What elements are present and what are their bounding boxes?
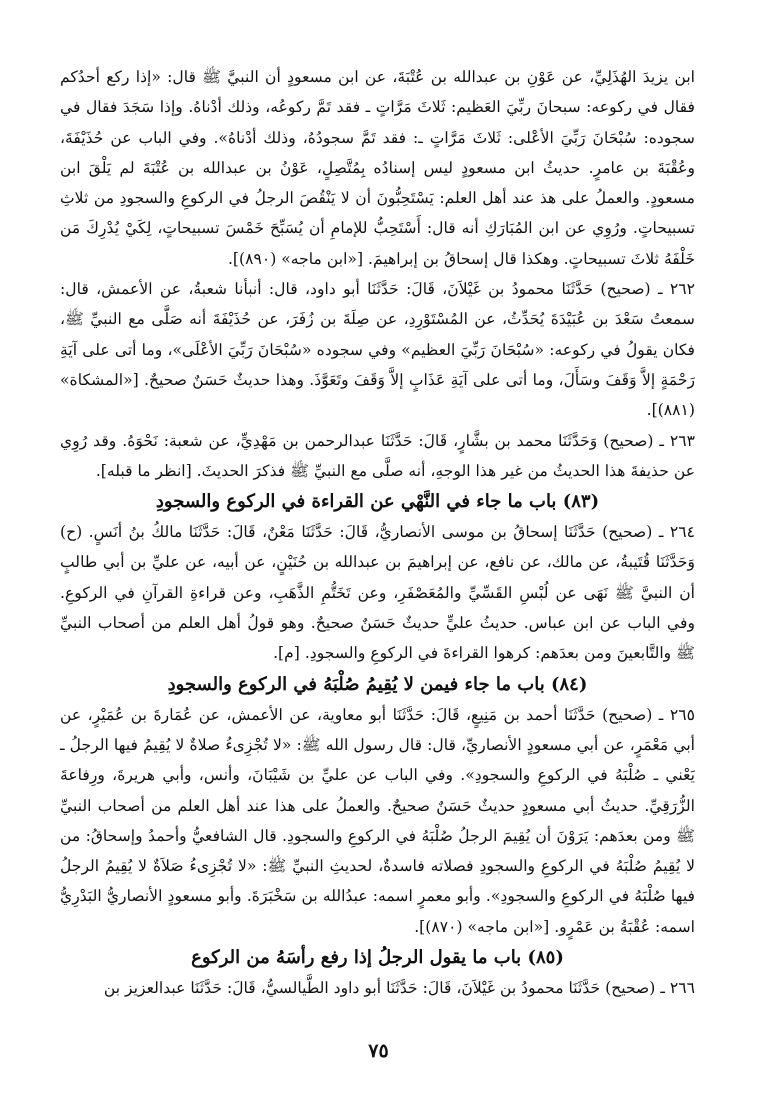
hadith-paragraph: ٢٦٦ ـ (صحيح) حَدَّثَنَا محمودُ بن غَيْلاَنَ، قَالَ: حَدَّثَنَا أبو داود الطَّيالسيُّ، قَالَ: حَدَّثَنَا عبدالعزيز بن (103, 979, 695, 998)
hadith-paragraph: ٢٦٢ ـ (صحيح) حَدَّثَنَا محمودُ بن غَيْلاَنَ، قَالَ: حَدَّثَنَا أبو داود، قال: أنبأنا شعبةُ، عن الأعمش، قال: سمعتُ سَعْدَ بن عُبَيْدَةَ يُحَدِّثُ، عن المُسْتَوْرِدِ، عن صِلَةَ بن زُفَرَ، عن حُذَيْفَةَ أنه صَلَّى مع النبيِّ ﷺ، فكان يقولُ في ركوعه: «سُبْحَانَ رَبِّيَ العظيم» وفي سجوده «سُبْحَانَ رَبِّيَ الأعْلَى»، وما أتى على آيَةِ رَحْمَةٍ إلاَّ وَقَفَ وسَأَلَ، وما أتى على آيَةِ عَذَابٍ إلاَّ وَقَفَ وتَعَوَّذَ. وهذا حديثٌ حَسَنٌ صحيحٌ. [«المشكاة» (٨٨١)]. (60, 280, 695, 420)
chapter-heading: (٨٥) باب ما يقول الرجلُ إذا رفع رأسَهُ من الركوع (191, 947, 564, 969)
chapter-heading: (٨٣) باب ما جاء في النَّهْي عن القراءة في الركوع والسجودِ (155, 491, 600, 513)
page-number: ٧٥ (368, 1040, 389, 1062)
hadith-paragraph: ٢٦٥ ـ (صحيح) حَدَّثَنَا أحمد بن مَنِيعٍ، قَالَ: حَدَّثَنَا أبو معاوية، عن الأعمش، عن عُمَارةَ بن عُمَيْرٍ، عن أبي مَعْمَرٍ، عن أبي مسعودٍ الأنصاريِّ، قال: قال رسول الله ﷺ: «لا تُجْزِىءُ صلاةٌ لا يُقِيمُ فيها الرجلُ ـ يَعْني ـ صُلْبَهُ في الركوعِ والسجودِ». وفي الباب عن عليِّ بن شَيْبَانَ، وأنس، وأبي هريرةَ، ورِفاعةَ الزُّرَقِيِّ. حديثُ أبي مسعودٍ حديثٌ حَسَنٌ صحيحٌ. والعملُ على هذا عند أهل العلم من أصحاب النبيِّ ﷺ ومن بعدَهم: يَرَوْنَ أن يُقِيمَ الرجلُ صُلْبَهُ في الركوعِ والسجودِ. قال الشافعيُّ وأحمدُ وإسحاقُ: من لا يُقِيمُ صُلْبَهُ في الركوعِ والسجودِ فصلاته فاسدةٌ، لحديثِ النبيِّ ﷺ: «لا تُجْزِىءُ صَلاَةٌ لا يُقِيمُ الرجلُ فيها صُلْبَهُ في الركوعِ والسجودِ». وأبو معمرٍ اسمه: عبدُالله بن سَخْبَرَةَ. وأبو مسعودٍ الأنصاريُّ البَدْرِيُّ اسمه: عُقْبَةُ بن عَمْرٍو. [«ابن ماجه» (٨٧٠)]. (60, 705, 696, 936)
chapter-heading: (٨٤) باب ما جاء فيمن لا يُقِيمُ صُلْبَهُ في الركوع والسجودِ (167, 673, 588, 695)
hadith-paragraph: ابن يزيدَ الهُذَلِيِّ، عن عَوْنِ بن عبدالله بن عُتْبَةَ، عن ابن مسعودٍ أن النبيَّ ﷺ قال: «إذا ركع أحدُكم فقال في ركوعه: سبحانَ ربِّيَ العَظيم: ثَلاثَ مَرَّاتٍ ـ فقد تَمَّ ركوعُه، وذلك أدْناهُ. وإذا سَجَدَ فقال في سجوده: سُبْحَانَ رَبِّيَ الأعْلى: ثَلاثَ مَرَّاتٍ ـ: فقد تَمَّ سجودُهُ، وذلك أدْناهُ». وفي الباب عن حُذَيْفَةَ، وعُقْبَةَ بن عامرٍ. حديثُ ابن مسعودٍ ليس إسنادُه بِمُتَّصِلٍ، عَوْنُ بن عبدالله بن عُتْبَةَ لم يَلْقَ ابن مسعودٍ. والعملُ على هذ عند أهل العلم: يَسْتَحِبُّونَ أن لا يَنْقُصَ الرجلُ في الركوعِ والسجودِ من ثلاثِ تسبيحاتٍ. ورُوِي عن ابن المُبَارَكِ أنه قال: أَسْتَحِبُّ للإمامِ أن يُسَبِّحَ خَمْسَ تسبيحاتٍ، لِكَيْ يُدْرِكَ مَن خَلْفَهُ ثلاثَ تسبيحاتٍ. وهكذا قال إسحاقُ بن إبراهيمَ. [«ابن ماجه» (٨٩٠)]. (60, 68, 695, 268)
hadith-paragraph: ٢٦٤ ـ (صحيح) حَدَّثَنَا إسحاقُ بن موسى الأنصاريُّ، قَالَ: حَدَّثَنَا مَعْنٌ، قَالَ: حَدَّثَنَا مالكُ بنُ أنَسٍ. (ح) وَحَدَّثَنَا قُتَيبةُ، عن مالك، عن نافع، عن إبراهيمَ بن عبدالله بن حُنَيْنٍ، عن أبيه، عن عليِّ بن أبي طالبٍ أن النبيَّ ﷺ نَهَى عن لُبْسِ القَسِّيِّ والمُعَصْفَرِ، وعن تَخَتُّمِ الذَّهَبِ، وعن قراءةِ القرآنِ في الركوعِ. وفي الباب عن ابن عباس. حديثُ عليٍّ حديثٌ حَسَنٌ صحيحٌ. وهو قولُ أهل العلم من أصحاب النبيِّ ﷺ والتَّابعينَ ومن بعدَهم: كرهوا القراءةَ في الركوعِ والسجودِ. [م]. (60, 523, 695, 663)
hadith-paragraph: ٢٦٣ ـ (صحيح) وَحَدَّثَنَا محمد بن بشَّارٍ، قَالَ: حَدَّثَنَا عبدالرحمن بن مَهْدِيٍّ، عن شعبة: نَحْوَهُ. وقد رُوِي عن حذيفةَ هذا الحديثُ من غير هذا الوجهِ، أنه صلَّى مع النبيِّ ﷺ فذكرَ الحديثَ. [انظر ما قبله]. (60, 431, 695, 480)
